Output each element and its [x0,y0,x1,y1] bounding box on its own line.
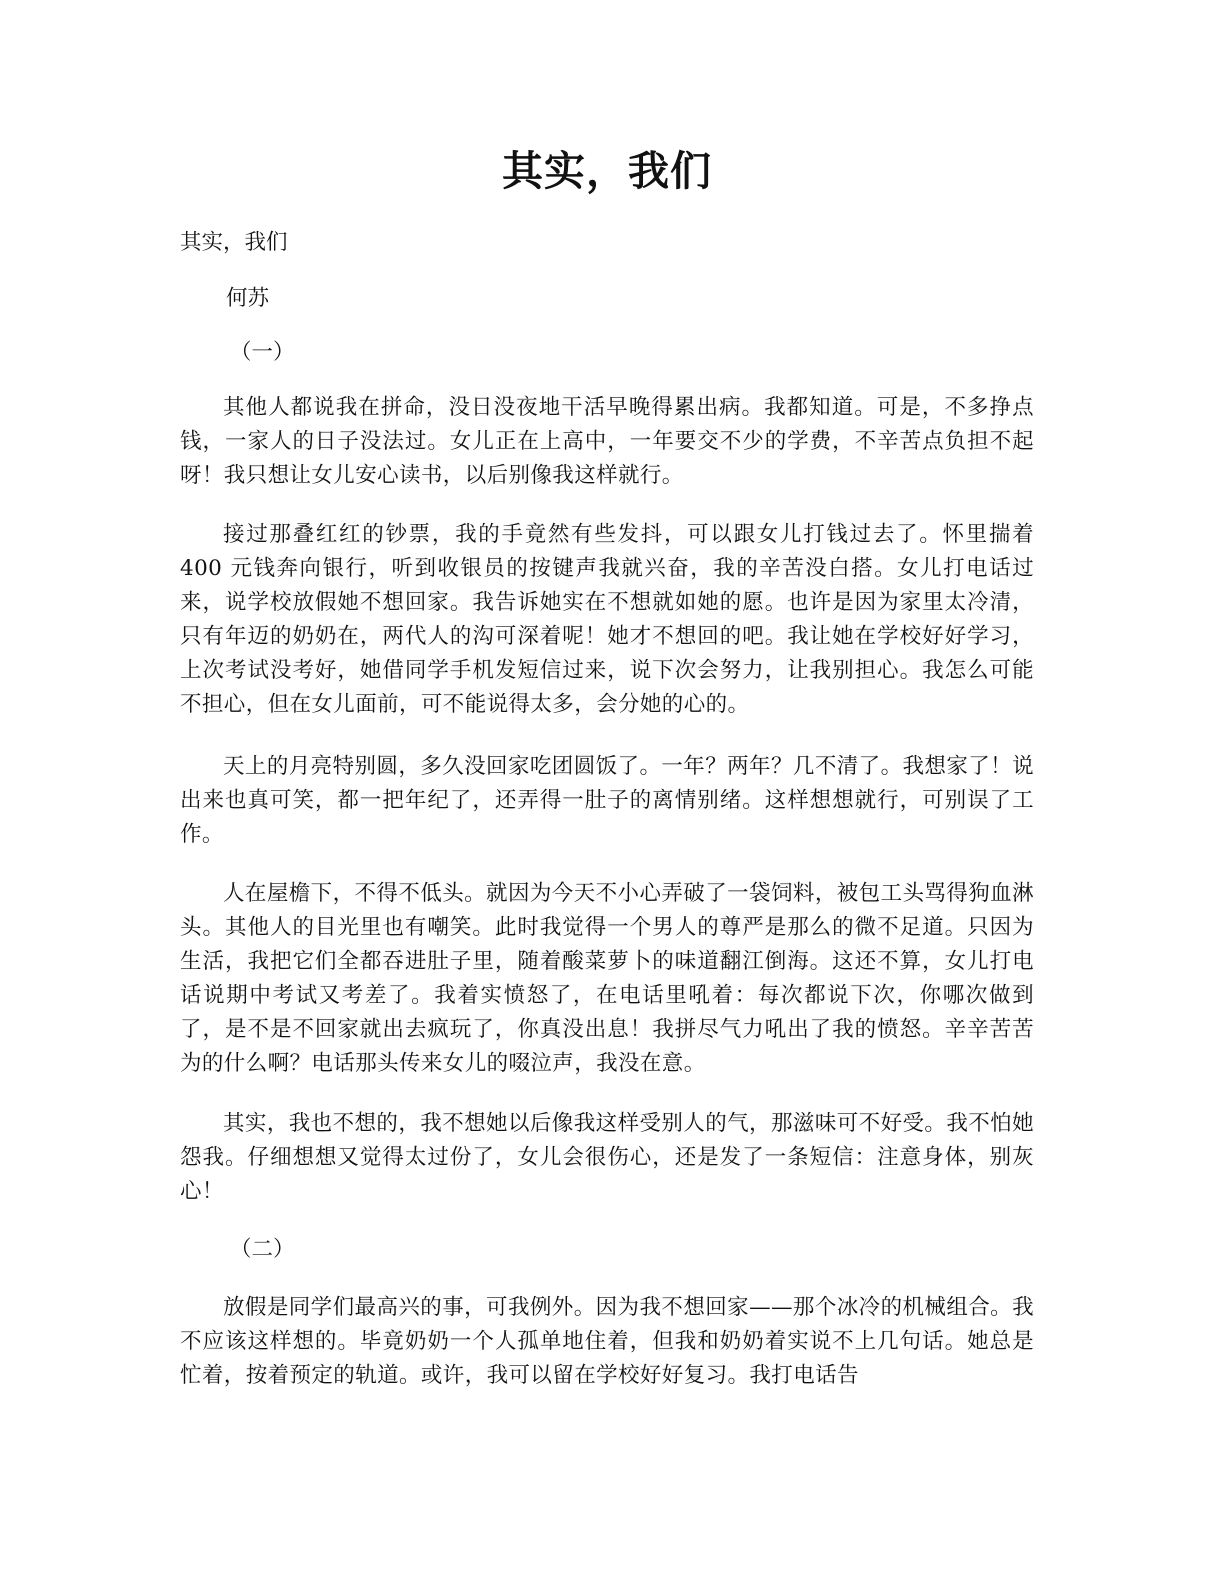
paragraph: 天上的月亮特别圆，多久没回家吃团圆饭了。一年？两年？几不清了。我想家了！说出来也真可笑，都一把年纪了，还弄得一肚子的离情别绪。这样想想就行，可别误了工作。 [180,754,1034,847]
paragraph: 其他人都说我在拼命，没日没夜地干活早晚得累出病。我都知道。可是，不多挣点钱，一家人的日子没法过。女儿正在上高中，一年要交不少的学费，不辛苦点负担不起呀！我只想让女儿安心读书，以后别像我这样就行。 [180,395,1034,488]
author-name: 何苏 [226,286,270,311]
document-subtitle: 其实，我们 [180,230,288,255]
section-heading-1: （一） [230,340,295,365]
section-heading-2: （二） [230,1237,295,1262]
paragraph: 接过那叠红红的钞票，我的手竟然有些发抖，可以跟女儿打钱过去了。怀里揣着 400 元钱奔向银行，听到收银员的按键声我就兴奋，我的辛苦没白搭。女儿打电话过来，说学校放假她不想回家。我告诉她实在不想就如她的愿。也许是因为家里太冷清，只有年迈的奶奶在，两代人的沟可深着呢！她才不想回的吧。我让她在学校好好学习，上次考试没考好，她借同学手机发短信过来，说下次会努力，让我别担心。我怎么可能不担心，但在女儿面前，可不能说得太多，会分她的心的。 [180,522,1034,717]
paragraph: 其实，我也不想的，我不想她以后像我这样受别人的气，那滋味可不好受。我不怕她怨我。仔细想想又觉得太过份了，女儿会很伤心，还是发了一条短信：注意身体，别灰心！ [180,1111,1034,1204]
paragraph: 放假是同学们最高兴的事，可我例外。因为我不想回家——那个冰冷的机械组合。我不应该这样想的。毕竟奶奶一个人孤单地住着，但我和奶奶着实说不上几句话。她总是忙着，按着预定的轨道。或许，我可以留在学校好好复习。我打电话告 [180,1295,1034,1388]
document-title: 其实，我们 [502,147,712,195]
paragraph: 人在屋檐下，不得不低头。就因为今天不小心弄破了一袋饲料，被包工头骂得狗血淋头。其他人的目光里也有嘲笑。此时我觉得一个男人的尊严是那么的微不足道。只因为生活，我把它们全都吞进肚子里，随着酸菜萝卜的味道翻江倒海。这还不算，女儿打电话说期中考试又考差了。我着实愤怒了，在电话里吼着：每次都说下次，你哪次做到了，是不是不回家就出去疯玩了，你真没出息！我拼尽气力吼出了我的愤怒。辛辛苦苦为的什么啊？电话那头传来女儿的啜泣声，我没在意。 [180,881,1034,1076]
